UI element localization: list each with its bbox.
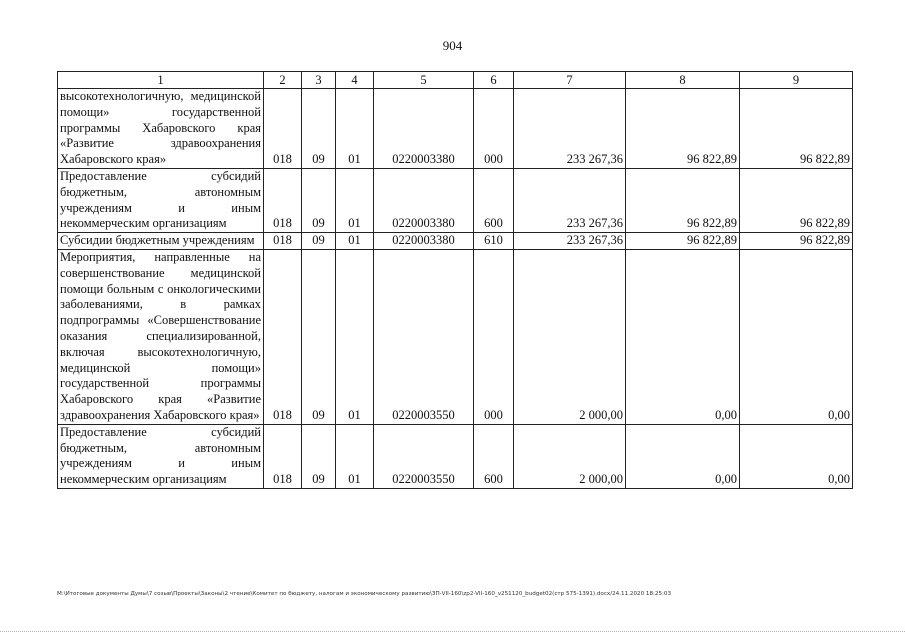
cell-amount-1: 233 267,36 xyxy=(514,168,626,232)
cell-vr: 600 xyxy=(474,168,514,232)
column-header: 9 xyxy=(740,72,853,89)
cell-pr: 01 xyxy=(336,168,374,232)
cell-gr: 018 xyxy=(264,233,302,250)
cell-amount-1: 233 267,36 xyxy=(514,233,626,250)
cell-gr: 018 xyxy=(264,424,302,488)
cell-csr: 0220003550 xyxy=(374,249,474,424)
cell-amount-2: 96 822,89 xyxy=(626,168,740,232)
column-header: 8 xyxy=(626,72,740,89)
row-description: Мероприятия, направленные на совершенствование медицинской помощи больным с онкологическими заболеваниями, в рамках подпрограммы «Совершенствование оказания специализированной, включая высокотехнологичную, медицинской помощи» государственной программы Хабаровского края «Развитие здравоохранения Хабаровского края» xyxy=(58,249,264,424)
row-description: Предоставление субсидий бюджетным, автономным учреждениям и иным некоммерческим организациям xyxy=(58,424,264,488)
row-description: высокотехнологичную, медицинской помощи» государственной программы Хабаровского края «Развитие здравоохранения Хабаровского края» xyxy=(58,89,264,169)
cell-gr: 018 xyxy=(264,168,302,232)
cell-amount-2: 96 822,89 xyxy=(626,89,740,169)
cell-vr: 000 xyxy=(474,89,514,169)
column-header: 3 xyxy=(302,72,336,89)
table-row xyxy=(58,424,853,488)
cell-pr: 01 xyxy=(336,249,374,424)
cell-amount-2: 0,00 xyxy=(626,249,740,424)
cell-amount-3: 96 822,89 xyxy=(740,233,853,250)
cell-amount-3: 96 822,89 xyxy=(740,89,853,169)
page-number: 904 xyxy=(442,38,463,53)
column-header: 2 xyxy=(264,72,302,89)
column-header: 4 xyxy=(336,72,374,89)
cell-amount-1: 233 267,36 xyxy=(514,89,626,169)
row-description: Субсидии бюджетным учреждениям xyxy=(58,233,264,250)
cell-vr: 600 xyxy=(474,424,514,488)
table-row xyxy=(58,89,853,169)
table-row xyxy=(58,249,853,424)
cell-amount-2: 0,00 xyxy=(626,424,740,488)
cell-pr: 01 xyxy=(336,424,374,488)
column-header: 6 xyxy=(474,72,514,89)
scan-edge-divider xyxy=(0,631,905,634)
cell-pr: 01 xyxy=(336,233,374,250)
cell-csr: 0220003380 xyxy=(374,168,474,232)
column-header: 5 xyxy=(374,72,474,89)
cell-rz: 09 xyxy=(302,424,336,488)
cell-rz: 09 xyxy=(302,168,336,232)
cell-pr: 01 xyxy=(336,89,374,169)
cell-amount-3: 0,00 xyxy=(740,249,853,424)
cell-csr: 0220003380 xyxy=(374,89,474,169)
cell-rz: 09 xyxy=(302,249,336,424)
cell-amount-3: 96 822,89 xyxy=(740,168,853,232)
cell-gr: 018 xyxy=(264,249,302,424)
row-description: Предоставление субсидий бюджетным, автономным учреждениям и иным некоммерческим организациям xyxy=(58,168,264,232)
document-path-footer: M:\Итоговые документы Думы\7 созыв\Проекты\Законы\2 чтение\Комитет по бюджету, налогам и экономическому развитию\ЗП-VII-160\zp2-VII-160_v251120_budget02(стр 575-1391).docx/24.11.2020 18:25:03 xyxy=(57,591,672,597)
cell-csr: 0220003550 xyxy=(374,424,474,488)
table-row xyxy=(58,168,853,232)
column-header: 1 xyxy=(58,72,264,89)
cell-csr: 0220003380 xyxy=(374,233,474,250)
cell-rz: 09 xyxy=(302,233,336,250)
cell-vr: 000 xyxy=(474,249,514,424)
cell-gr: 018 xyxy=(264,89,302,169)
cell-vr: 610 xyxy=(474,233,514,250)
column-header: 7 xyxy=(514,72,626,89)
cell-rz: 09 xyxy=(302,89,336,169)
cell-amount-1: 2 000,00 xyxy=(514,249,626,424)
cell-amount-2: 96 822,89 xyxy=(626,233,740,250)
budget-table xyxy=(57,71,853,489)
header-row xyxy=(58,72,853,89)
cell-amount-3: 0,00 xyxy=(740,424,853,488)
table-row xyxy=(58,233,853,250)
cell-amount-1: 2 000,00 xyxy=(514,424,626,488)
